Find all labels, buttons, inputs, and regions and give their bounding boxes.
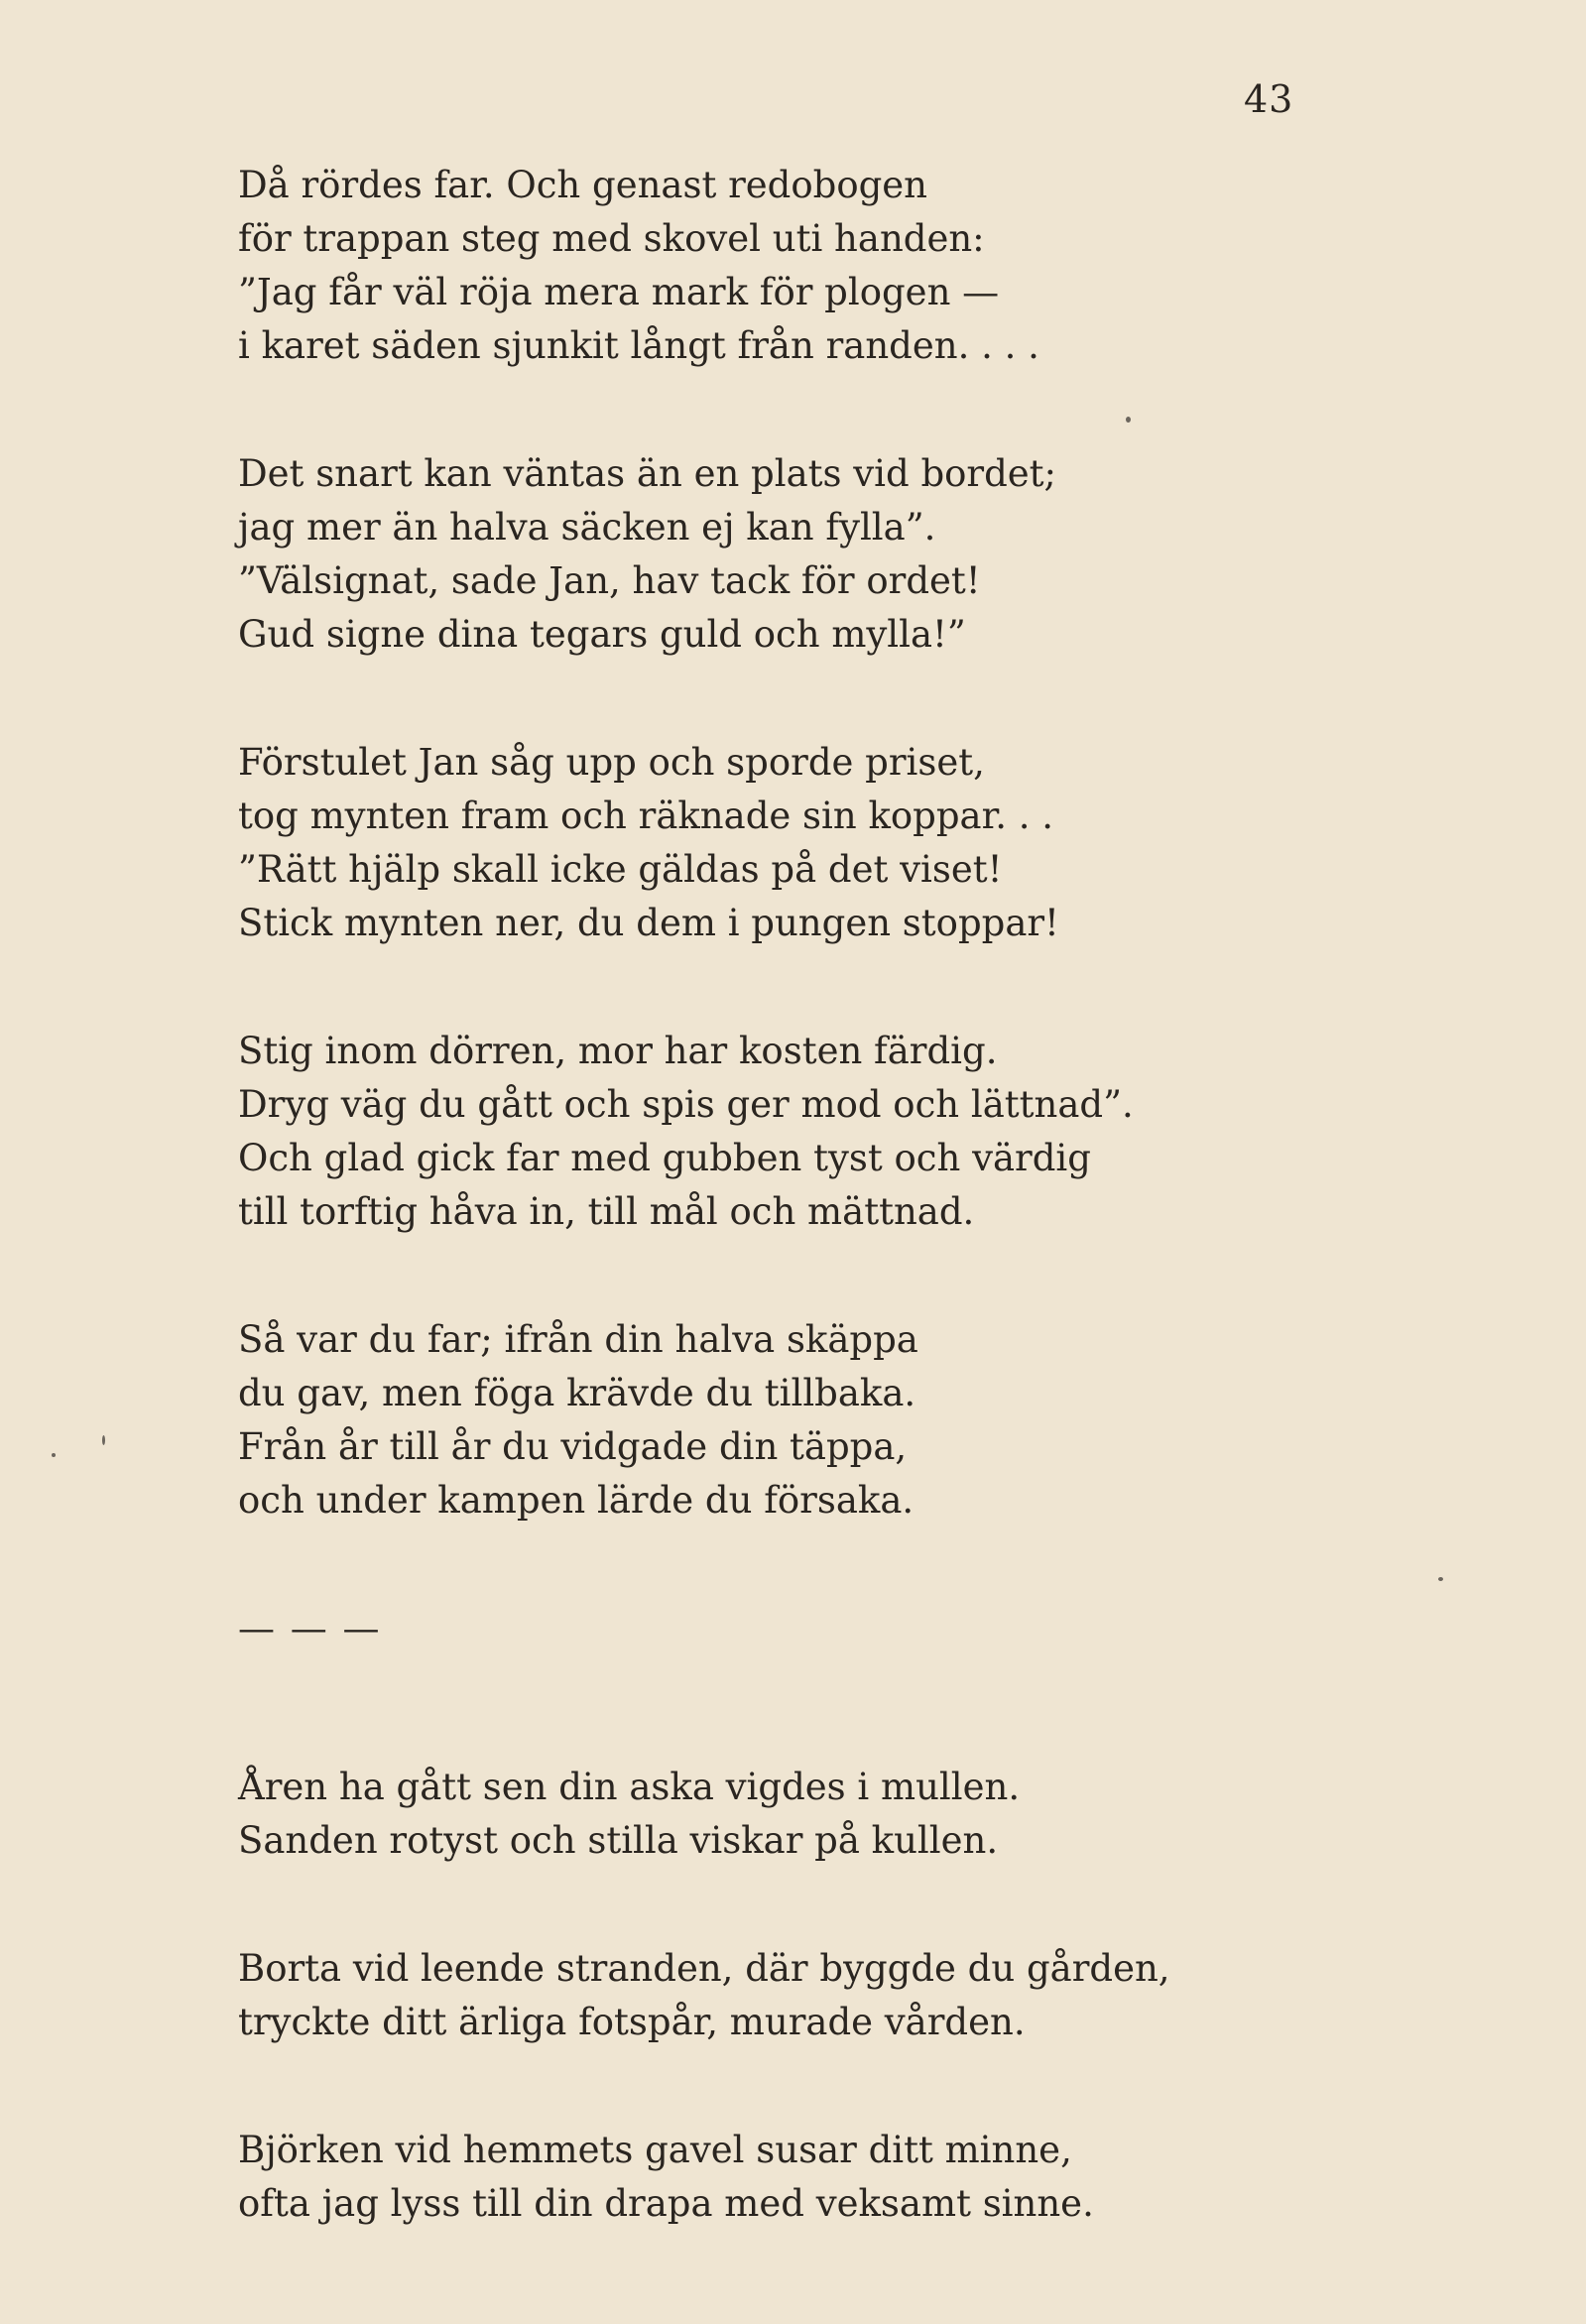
- stanza-7: [238, 1942, 1527, 2049]
- poem-line: Dryg väg du gått och spis ger mod och lättnad”.: [238, 1083, 1134, 1126]
- poem-line: och under kampen lärde du försaka.: [238, 1479, 915, 1522]
- poem-line: i karet säden sjunkit långt från randen. . . .: [238, 324, 1039, 367]
- poem-line: Då rördes far. Och genast redobogen: [238, 164, 928, 206]
- poem-line: Borta vid leende stranden, där byggde du gården,: [238, 1947, 1170, 1990]
- poem-line: Och glad gick far med gubben tyst och värdig: [238, 1137, 1091, 1179]
- poem-line: Björken vid hemmets gavel susar ditt minne,: [238, 2129, 1072, 2171]
- poem-line: ofta jag lyss till din drapa med veksamt sinne.: [238, 2182, 1094, 2225]
- poem-line: tryckte ditt ärliga fotspår, murade vården.: [238, 2001, 1026, 2043]
- stanza-2: [238, 447, 1527, 662]
- poem-line: tog mynten fram och räknade sin koppar. . .: [238, 795, 1054, 837]
- poem-line: Från år till år du vidgade din täppa,: [238, 1425, 908, 1468]
- poem-line: Gud signe dina tegars guld och mylla!”: [238, 613, 966, 656]
- poem-line: ”Jag får väl röja mera mark för plogen —: [238, 271, 1000, 313]
- poem-line: Sanden rotyst och stilla viskar på kullen.: [238, 1819, 999, 1862]
- paper-speck: [102, 1435, 105, 1445]
- poem-line: Stick mynten ner, du dem i pungen stoppar!: [238, 902, 1059, 944]
- section-divider: — — —: [238, 1607, 382, 1650]
- poem-line: jag mer än halva säcken ej kan fylla”.: [238, 506, 936, 549]
- paper-speck: [1438, 1577, 1443, 1581]
- stanza-6: [238, 1761, 1527, 1868]
- poem-line: Stig inom dörren, mor har kosten färdig.: [238, 1030, 998, 1072]
- stanza-5: [238, 1313, 1527, 1528]
- poem-body: [238, 159, 1527, 2305]
- stanza-4: [238, 1025, 1527, 1239]
- stanza-3: [238, 736, 1527, 950]
- poem-line: till torftig håva in, till mål och mättnad.: [238, 1190, 975, 1233]
- paper-speck: [1126, 417, 1131, 423]
- paper-speck: [52, 1453, 56, 1457]
- poem-line: Det snart kan väntas än en plats vid bordet;: [238, 452, 1057, 495]
- poem-line: Så var du far; ifrån din halva skäppa: [238, 1318, 918, 1361]
- poem-line: för trappan steg med skovel uti handen:: [238, 217, 985, 260]
- poem-line: ”Rätt hjälp skall icke gäldas på det viset!: [238, 848, 1003, 891]
- stanza-8: [238, 2124, 1527, 2231]
- stanza-1: [238, 159, 1527, 373]
- poem-line: ”Välsignat, sade Jan, hav tack för ordet!: [238, 559, 981, 602]
- poem-line: Åren ha gått sen din aska vigdes i mullen.: [238, 1766, 1021, 1808]
- page-number: 43: [1244, 77, 1294, 121]
- poem-line: Förstulet Jan såg upp och sporde priset,: [238, 741, 985, 784]
- poem-line: du gav, men föga krävde du tillbaka.: [238, 1372, 916, 1414]
